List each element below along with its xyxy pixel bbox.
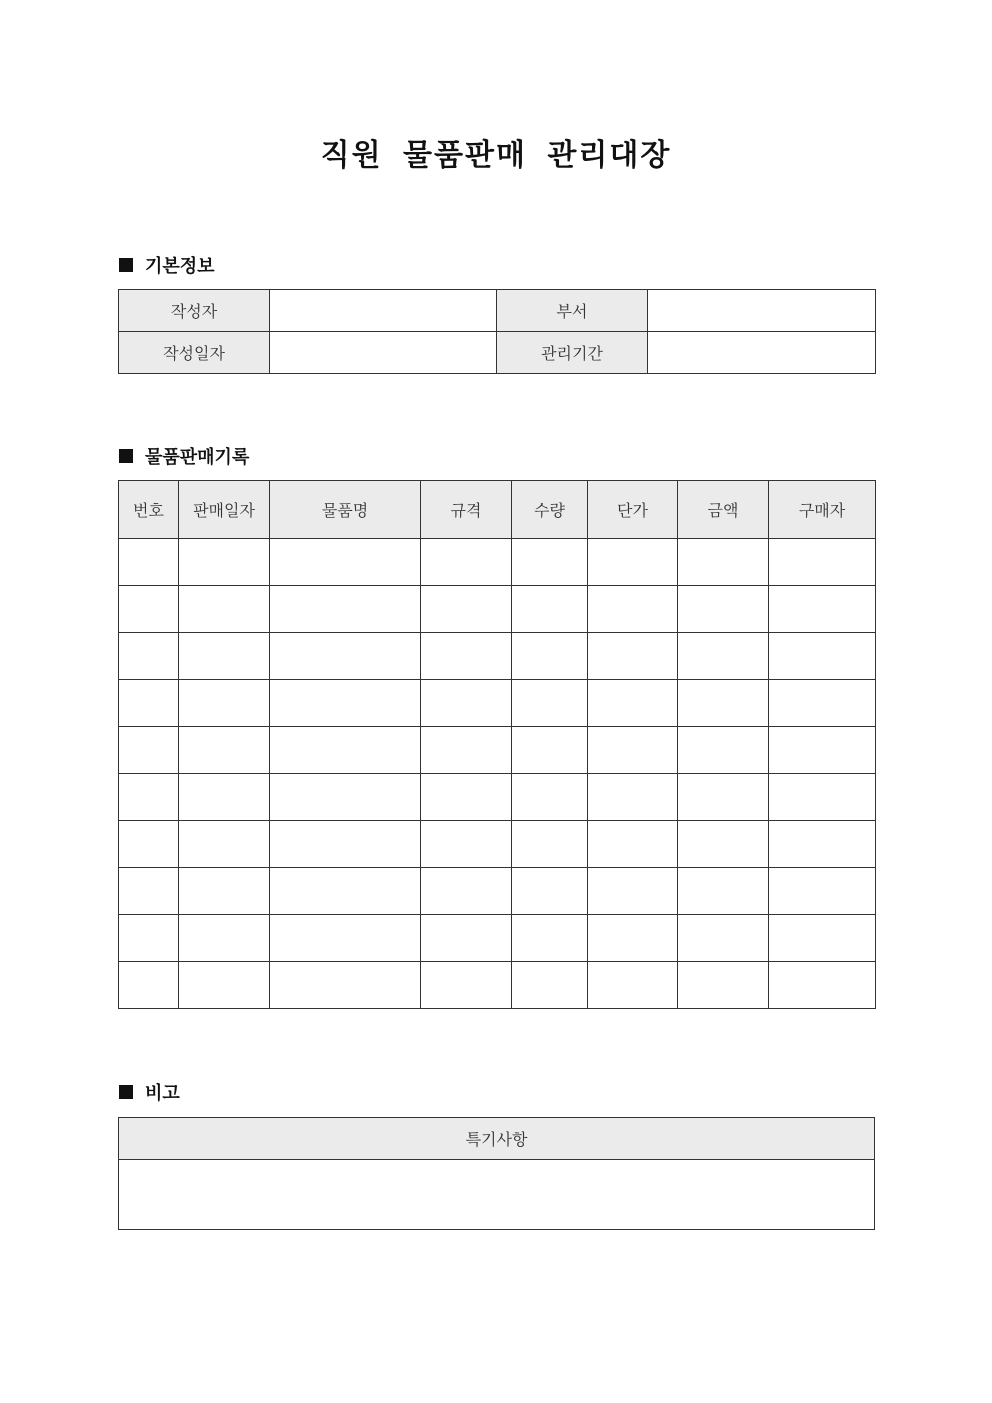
number-cell[interactable] [119,915,179,962]
table-row [119,915,876,962]
table-row [119,1160,875,1230]
sale-date-cell[interactable] [179,680,270,727]
number-cell[interactable] [119,868,179,915]
quantity-cell[interactable] [512,868,588,915]
unit-price-cell[interactable] [588,727,678,774]
unit-price-cell[interactable] [588,774,678,821]
buyer-cell[interactable] [769,633,876,680]
black-square-icon [119,258,133,272]
column-header-buyer: 구매자 [769,481,876,539]
quantity-cell[interactable] [512,539,588,586]
section-heading-label: 비고 [145,1083,180,1104]
unit-price-cell[interactable] [588,915,678,962]
section-heading-sales-record [119,444,249,468]
unit-price-cell[interactable] [588,633,678,680]
item-name-cell[interactable] [270,586,421,633]
sale-date-cell[interactable] [179,539,270,586]
author-label: 작성자 [119,290,270,332]
special-notes-header: 특기사항 [119,1118,875,1160]
unit-price-cell[interactable] [588,868,678,915]
section-heading-label: 물품판매기록 [145,447,250,468]
buyer-cell[interactable] [769,821,876,868]
quantity-cell[interactable] [512,680,588,727]
column-header-item-name: 물품명 [270,481,421,539]
column-header-spec: 규격 [421,481,512,539]
number-cell[interactable] [119,821,179,868]
page-title: 직원 물품판매 관리대장 [320,138,672,173]
date-written-field[interactable] [270,332,497,374]
unit-price-cell[interactable] [588,586,678,633]
item-name-cell[interactable] [270,962,421,1009]
table-header-row [119,1118,875,1160]
table-row [119,727,876,774]
item-name-cell[interactable] [270,915,421,962]
unit-price-cell[interactable] [588,821,678,868]
spec-cell[interactable] [421,821,512,868]
item-name-cell[interactable] [270,821,421,868]
table-header-row [119,481,876,539]
buyer-cell[interactable] [769,539,876,586]
amount-cell[interactable] [678,821,769,868]
column-header-number: 번호 [119,481,179,539]
amount-cell[interactable] [678,774,769,821]
sale-date-cell[interactable] [179,962,270,1009]
remarks-table [118,1117,875,1230]
column-header-sale-date: 판매일자 [179,481,270,539]
unit-price-cell[interactable] [588,962,678,1009]
buyer-cell[interactable] [769,962,876,1009]
author-field[interactable] [270,290,497,332]
table-row [119,962,876,1009]
amount-cell[interactable] [678,633,769,680]
sale-date-cell[interactable] [179,586,270,633]
quantity-cell[interactable] [512,774,588,821]
number-cell[interactable] [119,774,179,821]
quantity-cell[interactable] [512,962,588,1009]
quantity-cell[interactable] [512,633,588,680]
column-header-unit-price: 단가 [588,481,678,539]
spec-cell[interactable] [421,774,512,821]
buyer-cell[interactable] [769,586,876,633]
basic-info-table [118,289,876,374]
quantity-cell[interactable] [512,586,588,633]
management-period-label: 관리기간 [497,332,648,374]
section-heading-label: 기본정보 [145,256,215,277]
buyer-cell[interactable] [769,868,876,915]
amount-cell[interactable] [678,539,769,586]
spec-cell[interactable] [421,586,512,633]
unit-price-cell[interactable] [588,539,678,586]
date-written-label: 작성일자 [119,332,270,374]
item-name-cell[interactable] [270,727,421,774]
spec-cell[interactable] [421,539,512,586]
number-cell[interactable] [119,586,179,633]
section-heading-basic-info [119,253,215,277]
quantity-cell[interactable] [512,915,588,962]
special-notes-field[interactable] [119,1160,875,1230]
quantity-cell[interactable] [512,727,588,774]
spec-cell[interactable] [421,962,512,1009]
item-name-cell[interactable] [270,774,421,821]
sale-date-cell[interactable] [179,868,270,915]
department-field[interactable] [648,290,876,332]
buyer-cell[interactable] [769,774,876,821]
spec-cell[interactable] [421,680,512,727]
buyer-cell[interactable] [769,915,876,962]
sale-date-cell[interactable] [179,915,270,962]
sale-date-cell[interactable] [179,774,270,821]
table-row [119,290,876,332]
table-row [119,680,876,727]
spec-cell[interactable] [421,727,512,774]
amount-cell[interactable] [678,586,769,633]
table-row [119,586,876,633]
table-row [119,821,876,868]
buyer-cell[interactable] [769,727,876,774]
management-period-field[interactable] [648,332,876,374]
black-square-icon [119,449,133,463]
number-cell[interactable] [119,727,179,774]
table-row [119,539,876,586]
number-cell[interactable] [119,962,179,1009]
department-label: 부서 [497,290,648,332]
table-row [119,868,876,915]
table-row [119,332,876,374]
spec-cell[interactable] [421,915,512,962]
table-row [119,774,876,821]
number-cell[interactable] [119,633,179,680]
table-row [119,633,876,680]
amount-cell[interactable] [678,915,769,962]
item-name-cell[interactable] [270,868,421,915]
column-header-quantity: 수량 [512,481,588,539]
section-heading-remarks [119,1080,180,1104]
spec-cell[interactable] [421,633,512,680]
spec-cell[interactable] [421,868,512,915]
unit-price-cell[interactable] [588,680,678,727]
column-header-amount: 금액 [678,481,769,539]
sales-record-table [118,480,876,1009]
item-name-cell[interactable] [270,539,421,586]
sale-date-cell[interactable] [179,821,270,868]
amount-cell[interactable] [678,727,769,774]
number-cell[interactable] [119,539,179,586]
number-cell[interactable] [119,680,179,727]
quantity-cell[interactable] [512,821,588,868]
buyer-cell[interactable] [769,680,876,727]
item-name-cell[interactable] [270,680,421,727]
amount-cell[interactable] [678,868,769,915]
amount-cell[interactable] [678,680,769,727]
black-square-icon [119,1085,133,1099]
item-name-cell[interactable] [270,633,421,680]
sale-date-cell[interactable] [179,727,270,774]
sale-date-cell[interactable] [179,633,270,680]
amount-cell[interactable] [678,962,769,1009]
